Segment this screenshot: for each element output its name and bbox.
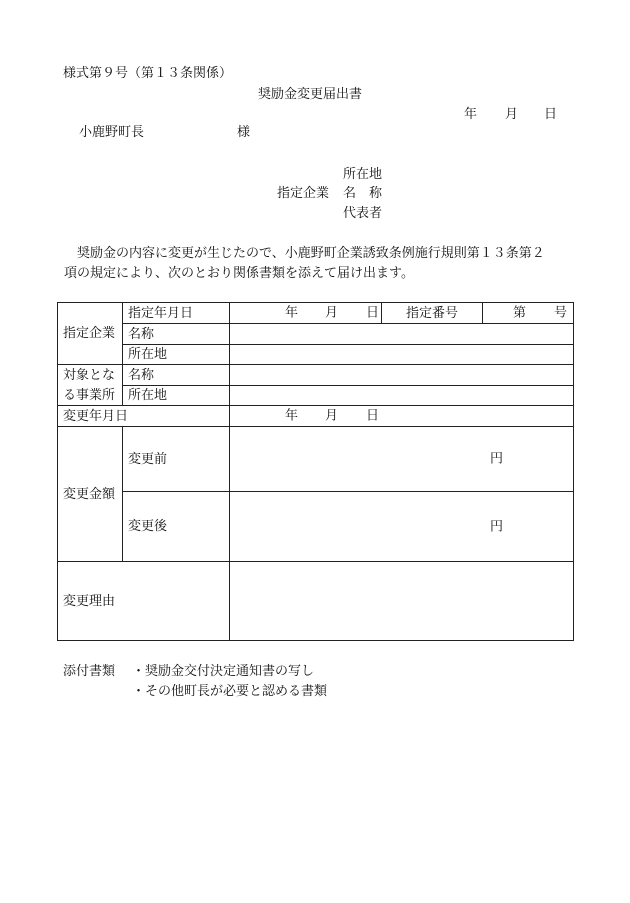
office-name-field[interactable] <box>230 365 574 386</box>
yen-before: 円 <box>490 451 504 467</box>
designation-number-label: 指定番号 <box>382 303 483 324</box>
company-address-label: 所在地 <box>123 345 230 365</box>
office-address-label: 所在地 <box>123 386 230 406</box>
target-office-label-bottom: る事業所 <box>58 386 123 406</box>
designation-date-label: 指定年月日 <box>123 303 230 324</box>
company-address-field[interactable] <box>230 345 574 365</box>
table-row <box>58 406 574 427</box>
table-row <box>58 427 574 492</box>
after-change-label: 変更後 <box>123 492 230 562</box>
company-name-field[interactable] <box>230 324 574 345</box>
table-row <box>58 345 574 365</box>
number-go: 号 <box>554 305 568 321</box>
document-title: 奨励金変更届出書 <box>258 87 363 102</box>
change-date-field[interactable] <box>230 406 574 427</box>
body-line-2: 項の規定により、次のとおり関係書類を添えて届け出ます。 <box>64 266 414 281</box>
change-year: 年 <box>285 408 299 424</box>
company-name-label: 名称 <box>123 324 230 345</box>
applicant-company-label: 指定企業 <box>277 186 330 201</box>
office-address-field[interactable] <box>230 386 574 406</box>
attachment-item: ・奨励金交付決定通知書の写し <box>132 664 315 679</box>
designation-year: 年 <box>285 305 299 321</box>
after-change-field[interactable] <box>230 492 574 562</box>
change-month: 月 <box>325 408 339 424</box>
attachments-label: 添付書類 <box>63 664 116 679</box>
change-day: 日 <box>366 408 380 424</box>
designated-company-label: 指定企業 <box>58 303 123 365</box>
table-row <box>58 492 574 562</box>
change-amount-label: 変更金額 <box>58 427 123 562</box>
yen-after: 円 <box>490 519 504 534</box>
change-date-label: 変更年月日 <box>58 406 230 427</box>
designation-date-field[interactable] <box>230 303 382 324</box>
designation-number-field[interactable] <box>483 303 574 324</box>
date-day: 日 <box>544 107 558 122</box>
number-dai: 第 <box>513 305 527 321</box>
body-line-1: 奨励金の内容に変更が生じたので、小鹿野町企業誘致条例施行規則第１３条第２ <box>64 246 545 261</box>
table-row <box>58 324 574 345</box>
office-name-label: 名称 <box>123 365 230 386</box>
before-change-field[interactable] <box>230 427 574 492</box>
before-change-label: 変更前 <box>123 427 230 492</box>
recipient-honorific: 様 <box>237 125 251 140</box>
applicant-address-label: 所在地 <box>343 167 383 182</box>
attachment-item: ・その他町長が必要と認める書類 <box>132 684 328 699</box>
date-year: 年 <box>464 107 478 122</box>
target-office-label-top: 対象とな <box>58 365 123 386</box>
applicant-name-label: 名 称 <box>343 186 383 201</box>
change-reason-label: 変更理由 <box>58 562 230 641</box>
change-reason-field[interactable] <box>230 562 574 641</box>
applicant-rep-label: 代表者 <box>343 206 383 221</box>
table-row <box>58 365 574 386</box>
designation-month: 月 <box>325 305 339 321</box>
date-month: 月 <box>505 107 519 122</box>
designation-day: 日 <box>366 305 380 321</box>
form-number: 様式第９号（第１３条関係） <box>63 66 233 81</box>
table-row <box>58 303 574 324</box>
table-row <box>58 386 574 406</box>
recipient-name: 小鹿野町長 <box>79 125 145 140</box>
table-row <box>58 562 574 641</box>
form-table <box>57 302 574 641</box>
